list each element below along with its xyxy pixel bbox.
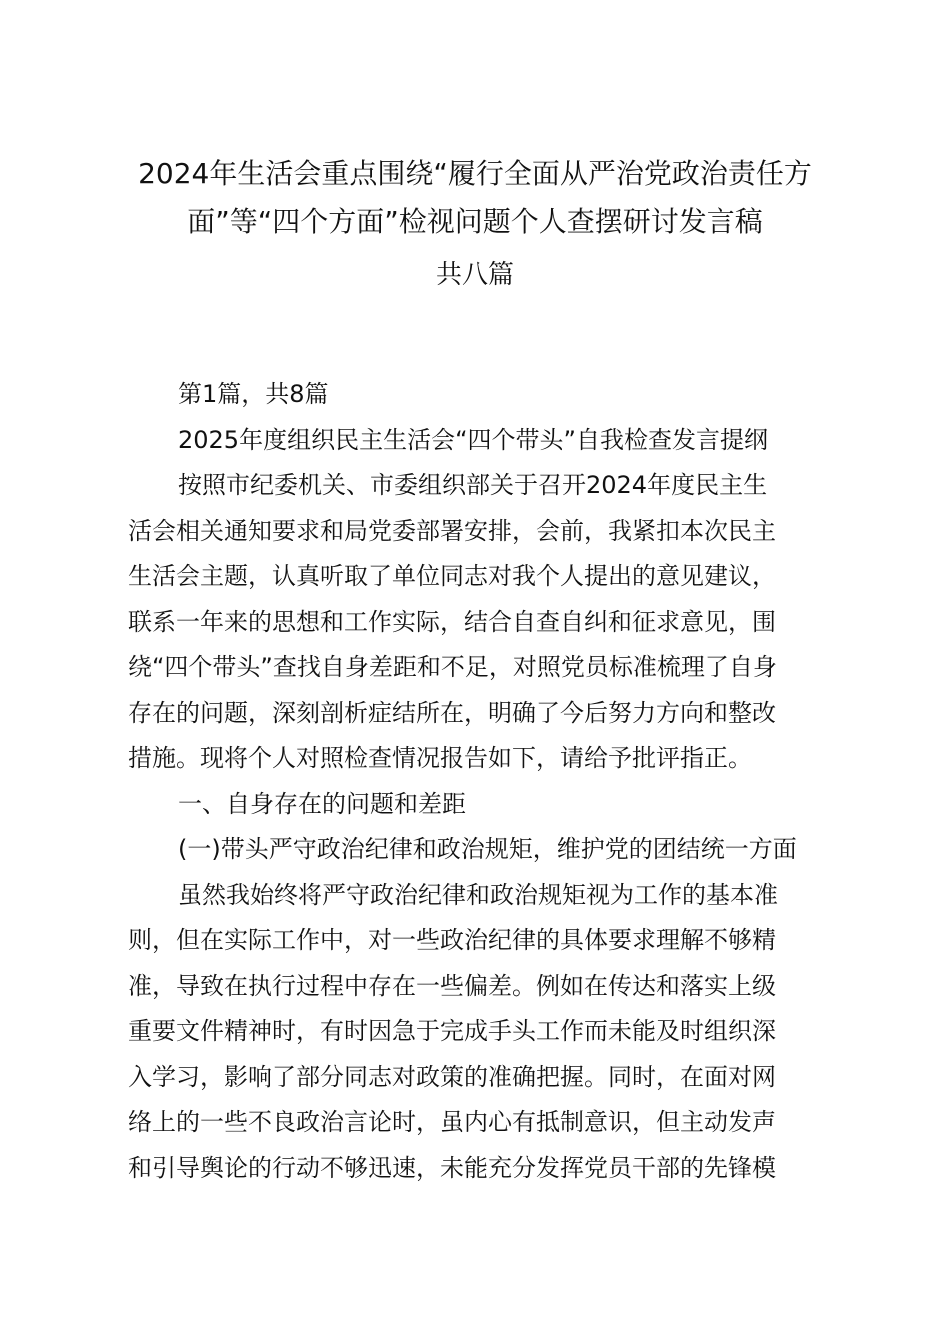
article-title: 2025年度组织民主生活会“四个带头”自我检查发言提纲: [178, 425, 768, 454]
intro-line: 活会相关通知要求和局党委部署安排，会前，我紧扣本次民主: [128, 516, 776, 545]
intro-line: 按照市纪委机关、市委组织部关于召开2024年度民主生: [178, 471, 768, 499]
title-line-2: 面”等“四个方面”检视问题个人查摆研讨发言稿: [187, 205, 763, 238]
intro-line: 存在的问题，深刻剖析症结所在，明确了今后努力方向和整改: [128, 698, 776, 727]
intro-line: 联系一年来的思想和工作实际，结合自查自纠和征求意见，围: [128, 607, 776, 636]
section-label: 第1篇，共8篇: [178, 380, 329, 408]
document-body: [128, 372, 820, 1191]
intro-line: 措施。现将个人对照检查情况报告如下，请给予批评指正。: [128, 744, 752, 772]
body-line: 络上的一些不良政治言论时，虽内心有抵制意识，但主动发声: [128, 1108, 776, 1136]
body-line: 和引导舆论的行动不够迅速，未能充分发挥党员干部的先锋模: [128, 1153, 776, 1182]
body-line: 重要文件精神时，有时因急于完成手头工作而未能及时组织深: [128, 1017, 776, 1045]
section-heading-2: (一)带头严守政治纪律和政治规矩，维护党的团结统一方面: [178, 835, 797, 863]
section-heading-1: 一、自身存在的问题和差距: [178, 789, 466, 818]
document-subtitle: 共八篇: [435, 260, 514, 290]
title-line-1: 2024年生活会重点围绕“履行全面从严治党政治责任方: [138, 157, 812, 190]
body-line: 入学习，影响了部分同志对政策的准确把握。同时，在面对网: [128, 1062, 776, 1091]
intro-line: 绕“四个带头”查找自身差距和不足，对照党员标准梳理了自身: [128, 653, 777, 681]
body-line: 虽然我始终将严守政治纪律和政治规矩视为工作的基本准: [178, 880, 778, 909]
document-title: [110, 150, 840, 300]
body-line: 准，导致在执行过程中存在一些偏差。例如在传达和落实上级: [128, 971, 776, 1000]
intro-line: 生活会主题，认真听取了单位同志对我个人提出的意见建议，: [128, 562, 776, 590]
body-line: 则，但在实际工作中，对一些政治纪律的具体要求理解不够精: [128, 926, 776, 954]
